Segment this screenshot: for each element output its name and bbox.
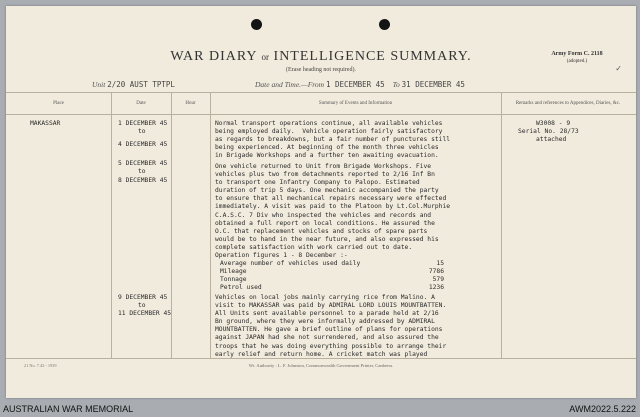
stat-label-vehicles: Average number of vehicles used daily — [220, 260, 361, 267]
summary-entry-2: One vehicle returned to Unit from Brigade Workshops. Five vehicles plus two from detachments reported to 2/16 Inf Bn to transport one Infantry Company to Palopo. Estimated duration of trip 5 days. One mechanic accompanied the party to ensure that all mechanical repairs necessary were effected immediately. A visit was paid to the Platoon by Lt.Col.Murphie C.A.S.C. 7 Div who inspected the vehicles and records and obtained a full report on local conditions. He assured the O.C. that replacement vehicles and stocks of spare parts would be to hand in the near future, and also expressed his complete satisfaction with work carried out to date. Operation figures 1 - 8 December :- — [215, 163, 451, 260]
header-date: Date — [136, 100, 146, 106]
date-1-to: 4 DECEMBER 45 — [118, 141, 168, 148]
remarks-line-2: Serial No. 28/73 — [518, 128, 579, 135]
remarks-line-1: W3008 - 9 — [536, 120, 571, 127]
date-1-from: 1 DECEMBER 45 — [118, 120, 168, 127]
unit-label: Unit — [92, 80, 106, 89]
remarks-line-3: attached — [536, 136, 567, 143]
header-place: Place — [53, 100, 64, 106]
date-3-from: 9 DECEMBER 45 — [118, 294, 168, 301]
stat-value-vehicles: 15 — [436, 260, 444, 267]
stat-label-petrol: Petrol used — [220, 284, 262, 291]
form-subtitle: (Erase heading not required). — [286, 67, 356, 73]
col-rule-1 — [111, 92, 112, 358]
date-from-value: 1 DECEMBER 45 — [325, 80, 385, 89]
date-2-from: 5 DECEMBER 45 — [118, 160, 168, 167]
col-rule-3 — [210, 92, 211, 358]
stat-label-tonnage: Tonnage — [220, 276, 247, 283]
place-makassar: MAKASSAR — [30, 120, 61, 127]
date-line — [255, 80, 465, 89]
army-form-number: Army Form C. 2118 — [551, 51, 603, 57]
punch-hole-right — [379, 19, 390, 30]
header-hour: Hour — [185, 100, 196, 106]
date-from-label: Date and Time.—From — [255, 80, 325, 89]
awm-credit: AUSTRALIAN WAR MEMORIAL — [3, 404, 134, 414]
print-code: 21 No. 7.43 - 1939 — [24, 363, 57, 368]
stat-label-mileage: Mileage — [220, 268, 247, 275]
date-to-value: 31 DECEMBER 45 — [401, 80, 465, 89]
title-war-diary: WAR DIARY — [170, 49, 258, 64]
stat-value-petrol: 1236 — [428, 284, 444, 291]
punch-hole-left — [251, 19, 262, 30]
date-2-to: 8 DECEMBER 45 — [118, 177, 168, 184]
header-summary: Summary of Events and Information — [318, 100, 393, 106]
army-form-adopted: (adopted.) — [566, 59, 588, 64]
diary-page — [6, 6, 636, 398]
summary-entry-3: Vehicles on local jobs mainly carrying rice from Malino. A visit to MAKASSAR was paid by ADMIRAL LORD LOUIS MOUNTBATTEN. All Units sent available personnel to a parade held at 2/16 Bn ground, where they were informally addressed by ADMIRAL MOUNTBATTEN. He gave a brief outline of plans for operations against JAPAN had she not surrendered, and also assured the troops that he was doing everything possible to arrange their early relief and return home. A cricket match was played — [215, 294, 447, 358]
stat-value-tonnage: 579 — [432, 276, 444, 283]
pencil-check-icon: ✓ — [615, 64, 622, 73]
awm-reference: AWM2022.5.222 — [569, 404, 636, 414]
unit-line — [92, 80, 175, 89]
title-or: or — [261, 52, 270, 62]
header-remarks: Remarks and references to Appendices, Diaries, &c. — [515, 100, 621, 106]
army-form-label — [542, 50, 612, 66]
date-2-to-word: to — [138, 168, 146, 175]
col-rule-2 — [171, 92, 172, 358]
col-rule-4 — [501, 92, 502, 358]
date-3-to-word: to — [138, 302, 146, 309]
date-to-label: To — [392, 80, 400, 89]
date-3-to: 11 DECEMBER 45 — [118, 310, 172, 317]
title-intelligence-summary: INTELLIGENCE SUMMARY. — [273, 49, 472, 64]
summary-entry-1: Normal transport operations continue, all available vehicles being employed daily. Vehicle operation fairly satisfactory as regards to breakdowns, but a fair number of punctures still being experienced. At beginning of the month three vehicles in Brigade Workshops and a further ten awaiting evacuation. — [215, 120, 451, 160]
date-1-to-word: to — [138, 128, 146, 135]
unit-value: 2/20 AUST TPTPL — [107, 80, 175, 89]
printer-footer: Wt. Authority : L. F. Johnston, Commonwealth Government Printer, Canberra. — [248, 363, 394, 368]
table-header-rule — [6, 114, 636, 115]
stat-value-mileage: 7786 — [428, 268, 444, 275]
